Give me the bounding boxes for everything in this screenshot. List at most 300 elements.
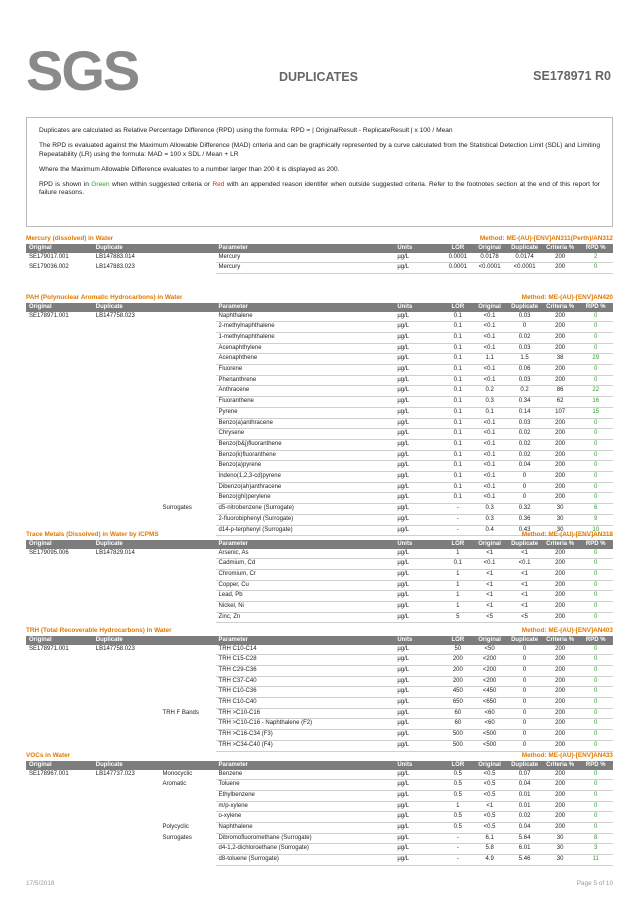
cell-rp: 0 bbox=[578, 687, 613, 698]
column-header: Original bbox=[472, 540, 508, 549]
cell-p: Chromium, Cr bbox=[216, 569, 395, 580]
cell-rp: 2 bbox=[578, 253, 613, 263]
cell-p: TRH C10-C14 bbox=[216, 645, 395, 655]
cell-d bbox=[93, 602, 160, 613]
cell-p: TRH C10-C40 bbox=[216, 698, 395, 709]
cell-u: µg/L bbox=[394, 375, 444, 386]
cell-cr: 200 bbox=[542, 665, 579, 676]
cell-p: Zinc, Zn bbox=[216, 612, 395, 623]
cell-u: µg/L bbox=[394, 418, 444, 429]
column-header: RPD % bbox=[578, 540, 613, 549]
table-row bbox=[26, 719, 613, 730]
cell-cr: 62 bbox=[542, 397, 579, 408]
cell-u: µg/L bbox=[394, 343, 444, 354]
table-row bbox=[26, 698, 613, 709]
cell-rp: 0 bbox=[578, 365, 613, 376]
cell-du: 0.02 bbox=[507, 812, 541, 823]
cell-rp: 0 bbox=[578, 591, 613, 602]
cell-d bbox=[93, 439, 160, 450]
cell-lor: 200 bbox=[444, 676, 472, 687]
cell-g bbox=[160, 549, 216, 559]
cell-u: µg/L bbox=[394, 461, 444, 472]
table-row bbox=[26, 549, 613, 559]
cell-o bbox=[26, 322, 93, 333]
cell-g bbox=[160, 253, 216, 263]
table-row bbox=[26, 602, 613, 613]
cell-g bbox=[160, 740, 216, 751]
cell-o bbox=[26, 676, 93, 687]
cell-d bbox=[93, 655, 160, 666]
cell-lor: 0.5 bbox=[444, 812, 472, 823]
cell-rp: 0 bbox=[578, 655, 613, 666]
cell-o bbox=[26, 354, 93, 365]
table-header-row bbox=[26, 761, 613, 770]
column-header: Units bbox=[394, 636, 444, 645]
cell-or: <0.1 bbox=[472, 375, 508, 386]
cell-du: 0 bbox=[507, 687, 541, 698]
cell-or: 0.3 bbox=[472, 397, 508, 408]
cell-g bbox=[160, 375, 216, 386]
cell-g bbox=[160, 482, 216, 493]
cell-p: TRH >C10-C16 - Naphthalene (F2) bbox=[216, 719, 395, 730]
cell-lor: 50 bbox=[444, 645, 472, 655]
cell-cr: 200 bbox=[542, 365, 579, 376]
cell-lor: - bbox=[444, 833, 472, 844]
cell-rp: 0 bbox=[578, 332, 613, 343]
cell-o bbox=[26, 823, 93, 834]
table-row bbox=[26, 322, 613, 333]
cell-lor: 0.5 bbox=[444, 823, 472, 834]
cell-lor: 5 bbox=[444, 612, 472, 623]
column-header: Original bbox=[472, 303, 508, 312]
cell-rp: 0 bbox=[578, 312, 613, 322]
cell-o bbox=[26, 397, 93, 408]
cell-d bbox=[93, 730, 160, 741]
column-header: Criteria % bbox=[542, 540, 579, 549]
cell-g: Aromatic bbox=[162, 781, 187, 788]
section-title: Mercury (dissolved) in Water bbox=[26, 235, 114, 242]
table-row bbox=[26, 844, 613, 855]
column-header: Duplicate bbox=[93, 761, 160, 770]
cell-rp: 22 bbox=[578, 386, 613, 397]
cell-u: µg/L bbox=[394, 812, 444, 823]
cell-d bbox=[93, 823, 160, 834]
cell-cr: 107 bbox=[542, 407, 579, 418]
cell-o bbox=[26, 730, 93, 741]
column-header: Original bbox=[472, 761, 508, 770]
cell-rp: 0 bbox=[578, 602, 613, 613]
cell-lor: 0.1 bbox=[444, 407, 472, 418]
cell-u: µg/L bbox=[394, 655, 444, 666]
cell-p: TRH C15-C28 bbox=[216, 655, 395, 666]
cell-o bbox=[26, 780, 93, 791]
cell-o bbox=[26, 740, 93, 751]
cell-cr: 200 bbox=[542, 450, 579, 461]
cell-p: d14-p-terphenyl (Surrogate) bbox=[216, 525, 395, 536]
cell-g bbox=[160, 665, 216, 676]
column-header: Duplicate bbox=[507, 540, 541, 549]
cell-o bbox=[26, 569, 93, 580]
cell-rp: 0 bbox=[578, 429, 613, 440]
cell-u: µg/L bbox=[394, 833, 444, 844]
duplicates-table bbox=[26, 244, 613, 274]
cell-lor: 0.1 bbox=[444, 375, 472, 386]
cell-o bbox=[26, 612, 93, 623]
cell-d bbox=[93, 612, 160, 623]
cell-p: TRH >C10-C16 bbox=[216, 708, 395, 719]
column-header: Original bbox=[472, 244, 508, 253]
cell-rp: 0 bbox=[578, 645, 613, 655]
cell-d bbox=[93, 514, 160, 525]
cell-rp: 0 bbox=[578, 482, 613, 493]
cell-du: 0.01 bbox=[507, 790, 541, 801]
table-row bbox=[26, 354, 613, 365]
cell-g bbox=[160, 354, 216, 365]
cell-p: m/p-xylene bbox=[216, 801, 395, 812]
cell-rp: 0 bbox=[578, 450, 613, 461]
table-row bbox=[26, 407, 613, 418]
section-2 bbox=[26, 531, 613, 623]
cell-p: Benzo(a)anthracene bbox=[216, 418, 395, 429]
page-number: Page 5 of 10 bbox=[576, 880, 613, 887]
cell-u: µg/L bbox=[394, 801, 444, 812]
cell-p: 2-methylnaphthalene bbox=[216, 322, 395, 333]
cell-d bbox=[93, 740, 160, 751]
cell-d bbox=[93, 354, 160, 365]
duplicates-table bbox=[26, 636, 613, 752]
rpd-explanation-box bbox=[26, 117, 613, 227]
cell-o bbox=[26, 591, 93, 602]
cell-u: µg/L bbox=[394, 312, 444, 322]
cell-cr: 200 bbox=[542, 559, 579, 570]
cell-p: TRH >C16-C34 (F3) bbox=[216, 730, 395, 741]
cell-or: <1 bbox=[472, 569, 508, 580]
cell-du: 6.01 bbox=[507, 844, 541, 855]
column-header: Duplicate bbox=[93, 303, 160, 312]
cell-p: Cadmium, Cd bbox=[216, 559, 395, 570]
cell-du: <1 bbox=[507, 549, 541, 559]
cell-u: µg/L bbox=[394, 322, 444, 333]
cell-u: µg/L bbox=[394, 708, 444, 719]
cell-d bbox=[93, 569, 160, 580]
cell-d bbox=[93, 493, 160, 504]
cell-lor: 200 bbox=[444, 655, 472, 666]
cell-o: SE179095.006 bbox=[29, 549, 69, 556]
report-date: 17/5/2018 bbox=[26, 880, 55, 887]
cell-d bbox=[93, 591, 160, 602]
cell-p: Benzo(a)pyrene bbox=[216, 461, 395, 472]
cell-u: µg/L bbox=[394, 645, 444, 655]
cell-p: Phenanthrene bbox=[216, 375, 395, 386]
cell-cr: 200 bbox=[542, 569, 579, 580]
cell-du: 0 bbox=[507, 322, 541, 333]
cell-u: µg/L bbox=[394, 591, 444, 602]
cell-d bbox=[93, 801, 160, 812]
cell-lor: 0.1 bbox=[444, 397, 472, 408]
cell-d bbox=[93, 833, 160, 844]
cell-rp: 0 bbox=[578, 461, 613, 472]
cell-cr: 30 bbox=[542, 525, 579, 536]
cell-or: 5.8 bbox=[472, 844, 508, 855]
cell-du: 0.2 bbox=[507, 386, 541, 397]
table-row bbox=[26, 504, 613, 515]
cell-p: Benzo(b&j)fluoranthene bbox=[216, 439, 395, 450]
cell-du: 0 bbox=[507, 655, 541, 666]
cell-u: µg/L bbox=[394, 602, 444, 613]
table-row bbox=[26, 482, 613, 493]
cell-cr: 200 bbox=[542, 730, 579, 741]
cell-d bbox=[93, 375, 160, 386]
table-row bbox=[26, 780, 613, 791]
cell-or: 0.1 bbox=[472, 407, 508, 418]
cell-cr: 30 bbox=[542, 514, 579, 525]
cell-p: Benzo(ghi)perylene bbox=[216, 493, 395, 504]
cell-o bbox=[26, 833, 93, 844]
cell-rp: 0 bbox=[578, 665, 613, 676]
cell-cr: 200 bbox=[542, 343, 579, 354]
cell-o bbox=[26, 375, 93, 386]
section-title: VOCs in Water bbox=[26, 752, 71, 759]
cell-d bbox=[93, 580, 160, 591]
cell-lor: 0.1 bbox=[444, 365, 472, 376]
cell-or: <0.5 bbox=[472, 790, 508, 801]
cell-g bbox=[160, 730, 216, 741]
table-row bbox=[26, 365, 613, 376]
cell-o bbox=[26, 493, 93, 504]
cell-du: 0.02 bbox=[507, 332, 541, 343]
column-header: Criteria % bbox=[542, 761, 579, 770]
cell-cr: 200 bbox=[542, 708, 579, 719]
cell-u: µg/L bbox=[394, 687, 444, 698]
cell-rp: 0 bbox=[578, 439, 613, 450]
cell-cr: 200 bbox=[542, 263, 579, 274]
cell-p: Copper, Cu bbox=[216, 580, 395, 591]
cell-du: 0.03 bbox=[507, 375, 541, 386]
cell-d bbox=[93, 698, 160, 709]
section-4 bbox=[26, 752, 613, 866]
cell-g bbox=[160, 559, 216, 570]
cell-rp: 0 bbox=[578, 823, 613, 834]
cell-cr: 200 bbox=[542, 461, 579, 472]
cell-or: <50 bbox=[472, 645, 508, 655]
cell-rp: 0 bbox=[578, 801, 613, 812]
cell-du: 0 bbox=[507, 645, 541, 655]
cell-or: <60 bbox=[472, 719, 508, 730]
cell-cr: 200 bbox=[542, 322, 579, 333]
cell-u: µg/L bbox=[394, 450, 444, 461]
cell-rp: 3 bbox=[578, 844, 613, 855]
cell-lor: 0.1 bbox=[444, 461, 472, 472]
column-header: Units bbox=[394, 244, 444, 253]
cell-du: 0 bbox=[507, 740, 541, 751]
section-method: Method: ME-(AU)-[ENV]AN420 bbox=[521, 294, 613, 301]
cell-d: LB147737.023 bbox=[95, 770, 135, 777]
cell-o bbox=[26, 429, 93, 440]
cell-d bbox=[93, 780, 160, 791]
cell-lor: 0.1 bbox=[444, 472, 472, 483]
cell-lor: - bbox=[444, 855, 472, 866]
rpd-colour-legend-text: RPD is shown in Green when within suggested criteria or Red with an appended reason identifer when outside suggested criteria. Refer to the footnotes section at the end of this report for failure reasons. bbox=[39, 180, 600, 196]
table-row bbox=[26, 823, 613, 834]
cell-cr: 200 bbox=[542, 375, 579, 386]
cell-lor: 0.1 bbox=[444, 354, 472, 365]
cell-rp: 0 bbox=[578, 375, 613, 386]
cell-p: Indeno(1,2,3-cd)pyrene bbox=[216, 472, 395, 483]
cell-g: Monocyclic bbox=[162, 770, 193, 777]
cell-cr: 200 bbox=[542, 645, 579, 655]
cell-cr: 200 bbox=[542, 580, 579, 591]
cell-p: 1-methylnaphthalene bbox=[216, 332, 395, 343]
cell-rp: 0 bbox=[578, 790, 613, 801]
cell-g bbox=[160, 612, 216, 623]
cell-cr: 200 bbox=[542, 482, 579, 493]
cell-or: <0.1 bbox=[472, 559, 508, 570]
cell-or: <0.5 bbox=[472, 780, 508, 791]
cell-du: 5.46 bbox=[507, 855, 541, 866]
mad-formula-text: The RPD is evaluated against the Maximum Allowable Difference (MAD) criteria and can be graphically represented by a curve calculated from the Statistical Detection Limit (SDL) and Limiting Repeatability (LR) using the formula: MAD = 100 x SDL / Mean + LR bbox=[39, 142, 600, 158]
cell-p: Nickel, Ni bbox=[216, 602, 395, 613]
cell-p: Naphthalene bbox=[216, 823, 395, 834]
cell-lor: 500 bbox=[444, 730, 472, 741]
cell-rp: 0 bbox=[578, 472, 613, 483]
column-header bbox=[160, 244, 216, 253]
cell-g bbox=[160, 418, 216, 429]
cell-u: µg/L bbox=[394, 730, 444, 741]
cell-o bbox=[26, 665, 93, 676]
cell-o bbox=[26, 450, 93, 461]
cell-p: d4-1,2-dichloroethane (Surrogate) bbox=[216, 844, 395, 855]
sgs-logo: SGS bbox=[26, 39, 139, 102]
cell-rp: 0 bbox=[578, 493, 613, 504]
cell-lor: 650 bbox=[444, 698, 472, 709]
cell-u: µg/L bbox=[394, 780, 444, 791]
table-header-row bbox=[26, 540, 613, 549]
section-title: TRH (Total Recoverable Hydrocarbons) in Water bbox=[26, 627, 172, 634]
cell-d bbox=[93, 343, 160, 354]
cell-du: 0 bbox=[507, 482, 541, 493]
table-row bbox=[26, 332, 613, 343]
section-3 bbox=[26, 627, 613, 752]
section-method: Method: ME-(AU)-[ENV]AN311(Perth)/AN312 bbox=[479, 235, 613, 242]
cell-lor: 500 bbox=[444, 740, 472, 751]
cell-cr: 200 bbox=[542, 253, 579, 263]
cell-g bbox=[160, 461, 216, 472]
duplicates-table bbox=[26, 540, 613, 623]
cell-g bbox=[160, 844, 216, 855]
table-row bbox=[26, 676, 613, 687]
cell-du: 0.36 bbox=[507, 514, 541, 525]
cell-du: 0.06 bbox=[507, 365, 541, 376]
cell-cr: 200 bbox=[542, 493, 579, 504]
cell-u: µg/L bbox=[394, 253, 444, 263]
cell-cr: 200 bbox=[542, 549, 579, 559]
cell-lor: 0.1 bbox=[444, 439, 472, 450]
cell-u: µg/L bbox=[394, 514, 444, 525]
cell-or: 0.3 bbox=[472, 504, 508, 515]
report-id: SE178971 R0 bbox=[533, 69, 611, 83]
cell-p: Mercury bbox=[216, 263, 395, 274]
column-header: Original bbox=[26, 636, 93, 645]
duplicates-table bbox=[26, 303, 613, 536]
cell-du: 0.43 bbox=[507, 525, 541, 536]
cell-or: <650 bbox=[472, 698, 508, 709]
column-header: Duplicate bbox=[93, 636, 160, 645]
cell-rp: 16 bbox=[578, 397, 613, 408]
cell-d bbox=[93, 332, 160, 343]
cell-du: 0.02 bbox=[507, 439, 541, 450]
table-row bbox=[26, 559, 613, 570]
cell-cr: 200 bbox=[542, 770, 579, 780]
table-row bbox=[26, 708, 613, 719]
cell-d bbox=[93, 407, 160, 418]
cell-o bbox=[26, 343, 93, 354]
cell-g bbox=[160, 698, 216, 709]
cell-d bbox=[93, 322, 160, 333]
cell-du: <0.1 bbox=[507, 559, 541, 570]
cell-d bbox=[93, 844, 160, 855]
cell-rp: 0 bbox=[578, 708, 613, 719]
cell-lor: 0.5 bbox=[444, 770, 472, 780]
column-header bbox=[160, 761, 216, 770]
table-row bbox=[26, 645, 613, 655]
cell-du: 0 bbox=[507, 730, 541, 741]
cell-du: 1.5 bbox=[507, 354, 541, 365]
cell-u: µg/L bbox=[394, 332, 444, 343]
cell-u: µg/L bbox=[394, 407, 444, 418]
cell-d bbox=[93, 365, 160, 376]
cell-du: 0.34 bbox=[507, 397, 541, 408]
cell-o: SE178971.001 bbox=[29, 312, 69, 319]
table-row bbox=[26, 655, 613, 666]
column-header: Parameter bbox=[216, 540, 395, 549]
cell-g bbox=[160, 602, 216, 613]
table-row bbox=[26, 770, 613, 780]
cell-d bbox=[93, 386, 160, 397]
cell-cr: 200 bbox=[542, 676, 579, 687]
cell-u: µg/L bbox=[394, 580, 444, 591]
cell-or: <0.1 bbox=[472, 439, 508, 450]
cell-g bbox=[160, 655, 216, 666]
cell-or: 4.9 bbox=[472, 855, 508, 866]
cell-du: 0 bbox=[507, 665, 541, 676]
cell-p: Acenaphthene bbox=[216, 354, 395, 365]
cell-du: 0 bbox=[507, 719, 541, 730]
cell-g bbox=[160, 332, 216, 343]
cell-g bbox=[160, 687, 216, 698]
cell-d bbox=[93, 429, 160, 440]
cell-p: TRH C10-C36 bbox=[216, 687, 395, 698]
cell-or: 0.4 bbox=[472, 525, 508, 536]
cell-p: Lead, Pb bbox=[216, 591, 395, 602]
cell-cr: 30 bbox=[542, 504, 579, 515]
cell-o: SE179017.001 bbox=[29, 253, 69, 260]
cell-rp: 0 bbox=[578, 559, 613, 570]
column-header: Units bbox=[394, 540, 444, 549]
cell-o bbox=[26, 698, 93, 709]
table-header-row bbox=[26, 303, 613, 312]
cell-rp: 0 bbox=[578, 698, 613, 709]
cell-u: µg/L bbox=[394, 429, 444, 440]
cell-lor: 0.1 bbox=[444, 312, 472, 322]
cell-du: 0.04 bbox=[507, 823, 541, 834]
cell-or: <200 bbox=[472, 655, 508, 666]
table-row bbox=[26, 312, 613, 322]
cell-cr: 200 bbox=[542, 655, 579, 666]
cell-g: TRH F Bands bbox=[162, 709, 199, 716]
cell-u: µg/L bbox=[394, 844, 444, 855]
cell-du: 0 bbox=[507, 493, 541, 504]
cell-d: LB147883.023 bbox=[95, 264, 135, 271]
